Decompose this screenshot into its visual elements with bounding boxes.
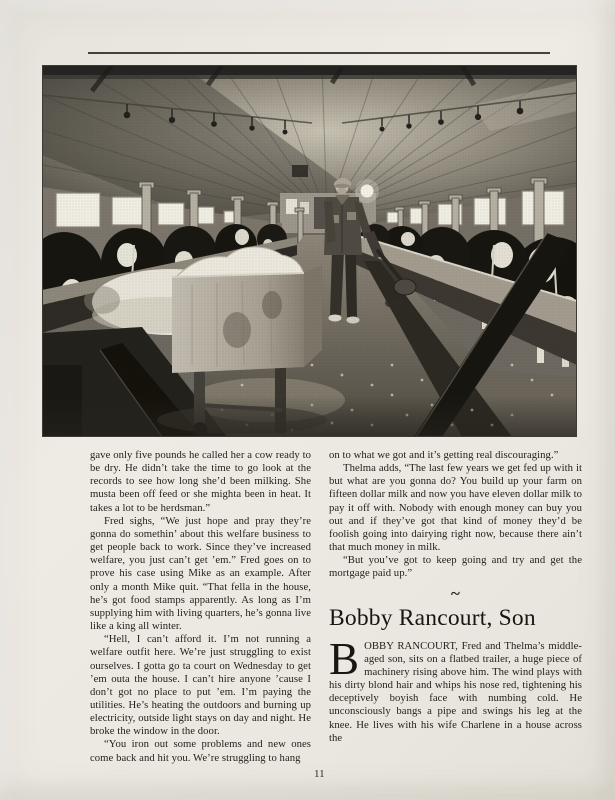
paragraph-text: OBBY RANCOURT, Fred and Thelma’s middle-aged son, sits on a flatbed trailer, a huge piece of machinery rising above him. The wind plays with his dirty blond hair and whips his nose red, tightening his deceptively boyish face with numbing cold. He unconsciously bangs a pipe and swings his leg at the knee. He lives with his wife Charlene in a house across the [329,639,582,744]
paragraph: “Hell, I can’t afford it. I’m not running a welfare outfit here. We’re just struggling to exist ourselves. I gotta go ta court on Wednesday to get ’em outa the house. I can’t hire anyone ’cause I don’t got no place to put ’em. I’m paying the utilities. He’s heating the outdoors and burning up electricity, outside light stays on day and night. He broke the window in the door. [90,633,311,738]
paragraph: “You iron out some problems and new ones come back and hit you. We’re struggling to hang [90,738,311,764]
barn-photo-svg [42,65,577,437]
paragraph: Thelma adds, “The last few years we get fed up with it but what are you gonna do? You build up your farm on fifteen dollar milk and now you have eleven dollar milk to pay it off with. Nobody with enough money can buy you out and if they’ve got that kind of money they’d be foolish going into dairying right now, because there ain’t that much money in milk. [329,462,582,554]
section-title: Bobby Rancourt, Son [329,604,536,631]
paragraph: “But you’ve got to keep going and try and get the mortgage paid up.” [329,554,582,580]
page-number: 11 [314,768,325,780]
paragraph: on to what we got and it’s getting real discouraging.” [329,449,559,461]
left-column [90,449,311,765]
tilde-separator: ~ [451,583,460,603]
dropcap-paragraph [329,633,582,745]
header-rule [88,52,550,54]
halftone-texture [42,65,577,437]
text-columns [90,449,582,765]
paragraph: Fred sighs, “We just hope and pray they’re gonna do somethin’ about this welfare business to get people back to work. Since they’ve increased welfare, you just can’t get ’em.” Fred goes on to prove his case using Mike as an example. After only a month Mike quit. “That fella in the house, he’s got food stamps apparently. As long as I’m supplying him with living quarters, he’s gonna live like a king all winter. [90,514,311,633]
right-column [329,449,582,765]
paragraph: gave only five pounds he called her a cow ready to be dry. He didn’t take the time to go look at the records to see how long she’d been milking. She musta been off feed or she mighta been in heat. It takes a lot to be herdsman.” [90,449,311,514]
barn-photo [42,65,577,437]
drop-cap: B [329,633,360,684]
